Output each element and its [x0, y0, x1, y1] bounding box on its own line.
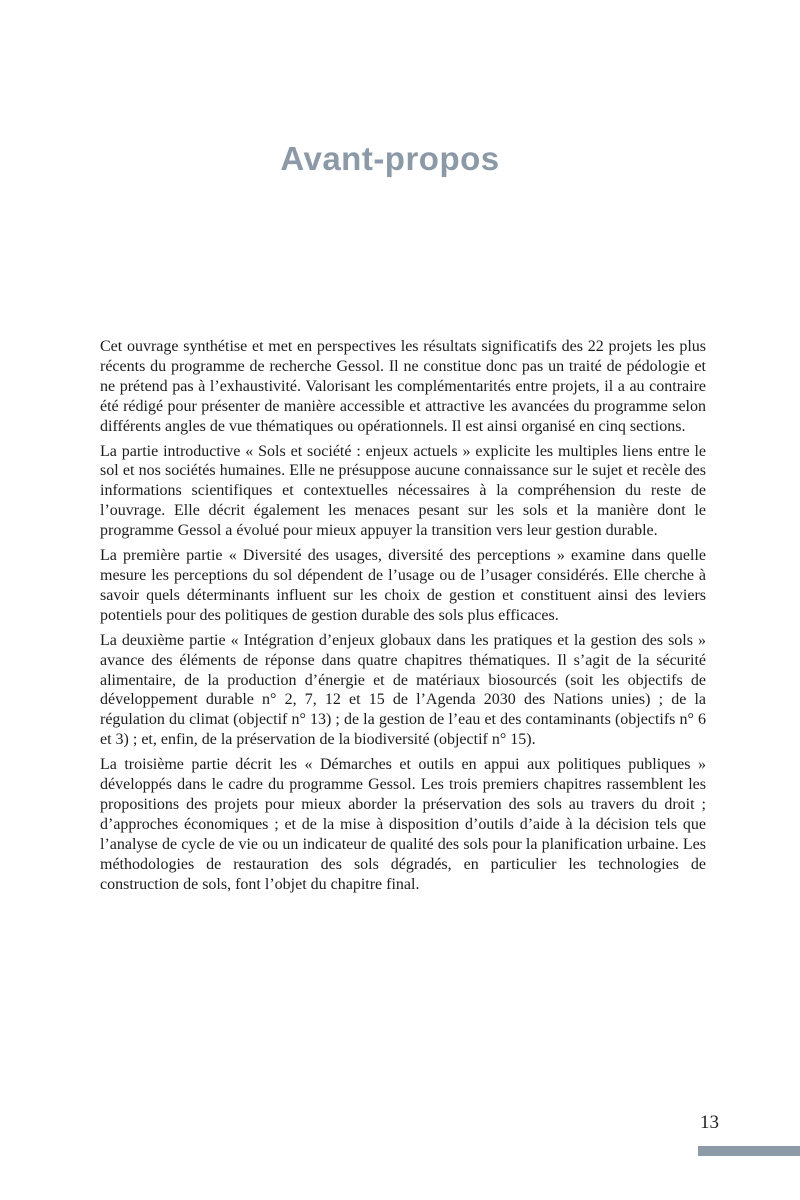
footer-accent-bar: [698, 1146, 800, 1156]
paragraph-troisieme-partie: La troisième partie décrit les « Démarches et outils en appui aux politiques publiques » développés dans le cadre du programme Gessol. Les trois premiers chapitres rassemblent les propositions des projets pour mieux aborder la préservation des sols au travers du droit ; d’approches économiques ; et de la mise à disposition d’outils d’aide à la décision tels que l’analyse de cycle de vie ou un indicateur de qualité des sols pour la planification urbaine. Les méthodologies de restauration des sols dégradés, en particulier les technologies de construction de sols, font l’objet du chapitre final.: [100, 756, 706, 893]
page-number: 13: [700, 1112, 719, 1133]
chapter-title: Avant-propos: [280, 140, 500, 177]
paragraph-premiere-partie: La première partie « Diversité des usages, diversité des perceptions » examine dans quelle mesure les perceptions du sol dépendent de l’usage ou de l’usager considérés. Elle cherche à savoir quels déterminants influent sur les choix de gestion et constituent ainsi des leviers potentiels pour des politiques de gestion durable des sols plus efficaces.: [100, 547, 706, 624]
paragraph-deuxieme-partie: La deuxième partie « Intégration d’enjeux globaux dans les pratiques et la gestion des sols » avance des éléments de réponse dans quatre chapitres thématiques. Il s’agit de la sécurité alimentaire, de la production d’énergie et de matériaux biosourcés (soit les objectifs de développement durable n° 2, 7, 12 et 15 de l’Agenda 2030 des Nations unies) ; de la régulation du climat (objectif n° 13) ; de la gestion de l’eau et des contaminants (objectifs n° 6 et 3) ; et, enfin, de la préservation de la biodiversité (objectif n° 15).: [100, 631, 706, 749]
body-text: [100, 337, 706, 899]
paragraph-intro: Cet ouvrage synthétise et met en perspectives les résultats significatifs des 22 projets les plus récents du programme de recherche Gessol. Il ne constitue donc pas un traité de pédologie et ne prétend pas à l’exhaustivité. Valorisant les complémentarités entre projets, il a au contraire été rédigé pour présenter de manière accessible et attractive les avancées du programme selon différents angles de vue thématiques ou opérationnels. Il est ainsi organisé en cinq sections.: [100, 338, 706, 435]
paragraph-partie-introductive: La partie introductive « Sols et société : enjeux actuels » explicite les multiples liens entre le sol et nos sociétés humaines. Elle ne présuppose aucune connaissance sur le sujet et recèle des informations scientifiques et contextuelles nécessaires à la compréhension du reste de l’ouvrage. Elle décrit également les menaces pesant sur les sols et la manière dont le programme Gessol a évolué pour mieux appuyer la transition vers leur gestion durable.: [100, 442, 706, 540]
